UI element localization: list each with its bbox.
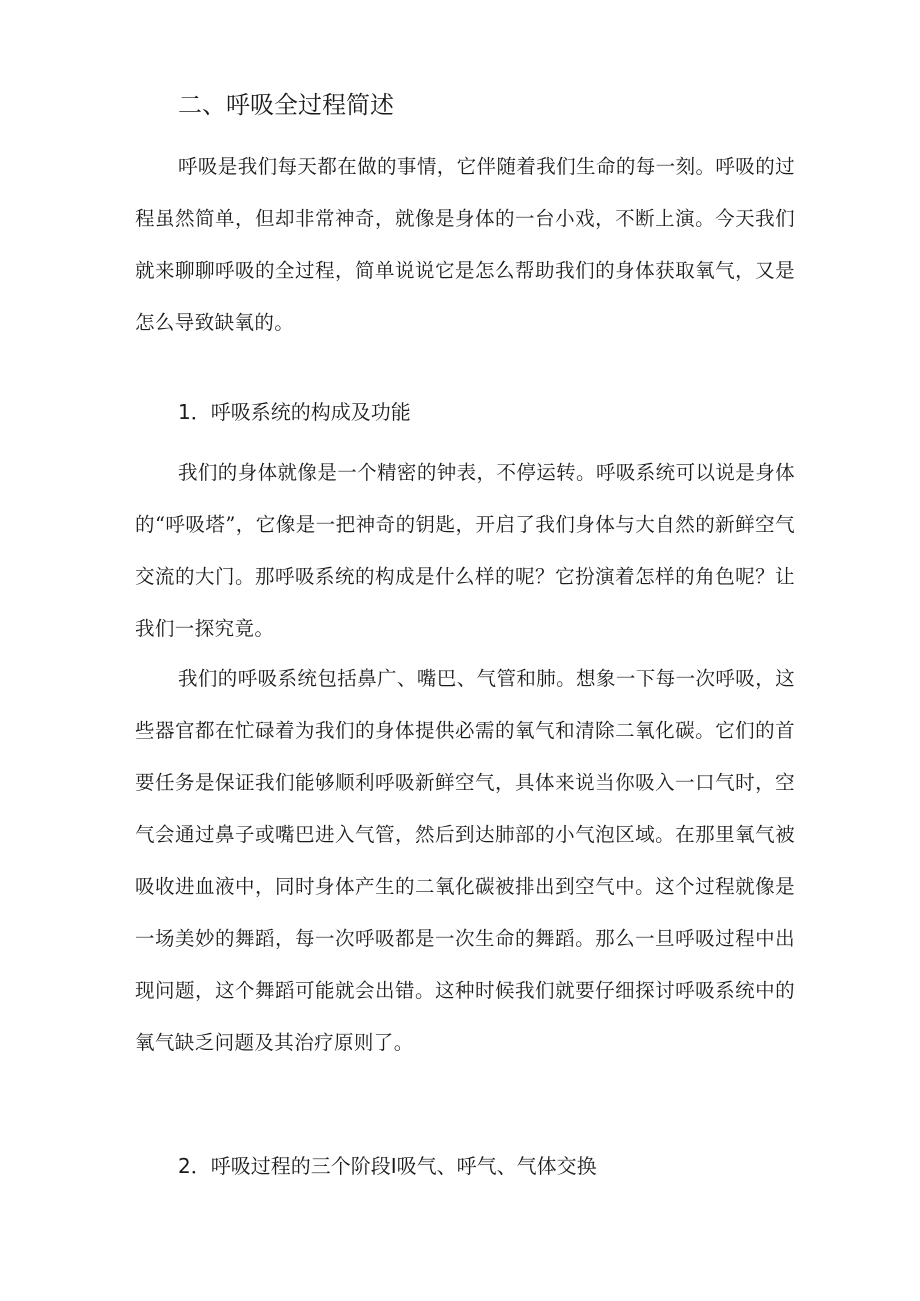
section-title: 二、呼吸全过程简述: [178, 91, 394, 119]
intro-paragraph: 呼吸是我们每天都在做的事情，它伴随着我们生命的每一刻。呼吸的过程虽然简单，但却非常神奇，就像是身体的一台小戏，不断上演。今天我们就来聊聊呼吸的全过程，简单说说它是怎么帮助我们的身体获取氧气，又是怎么导致缺氧的。: [135, 155, 795, 334]
paragraph-system-overview: 我们的身体就像是一个精密的钟表，不停运转。呼吸系统可以说是身体的“呼吸塔”，它像是一把神奇的钥匙，开启了我们身体与大自然的新鲜空气交流的大门。那呼吸系统的构成是什么样的呢？它扮演着怎样的角色呢？让我们一探究竟。: [135, 461, 795, 640]
paragraph-system-organs: 我们的呼吸系统包括鼻广、嘴巴、气管和肺。想象一下每一次呼吸，这些器官都在忙碌着为我们的身体提供必需的氧气和清除二氧化碳。它们的首要任务是保证我们能够顺利呼吸新鲜空气，具体来说当你吸入一口气时，空气会通过鼻子或嘴巴进入气管，然后到达肺部的小气泡区域。在那里氧气被吸收进血液中，同时身体产生的二氧化碳被排出到空气中。这个过程就像是一场美妙的舞蹈，每一次呼吸都是一次生命的舞蹈。那么一旦呼吸过程中出现问题，这个舞蹈可能就会出错。这种时候我们就要仔细探讨呼吸系统中的氧气缺乏问题及其治疗原则了。: [135, 667, 795, 1054]
subheading-three-stages: 2．呼吸过程的三个阶段I吸气、呼气、气体交换: [178, 1154, 597, 1178]
subheading-respiratory-system: 1．呼吸系统的构成及功能: [178, 400, 411, 424]
